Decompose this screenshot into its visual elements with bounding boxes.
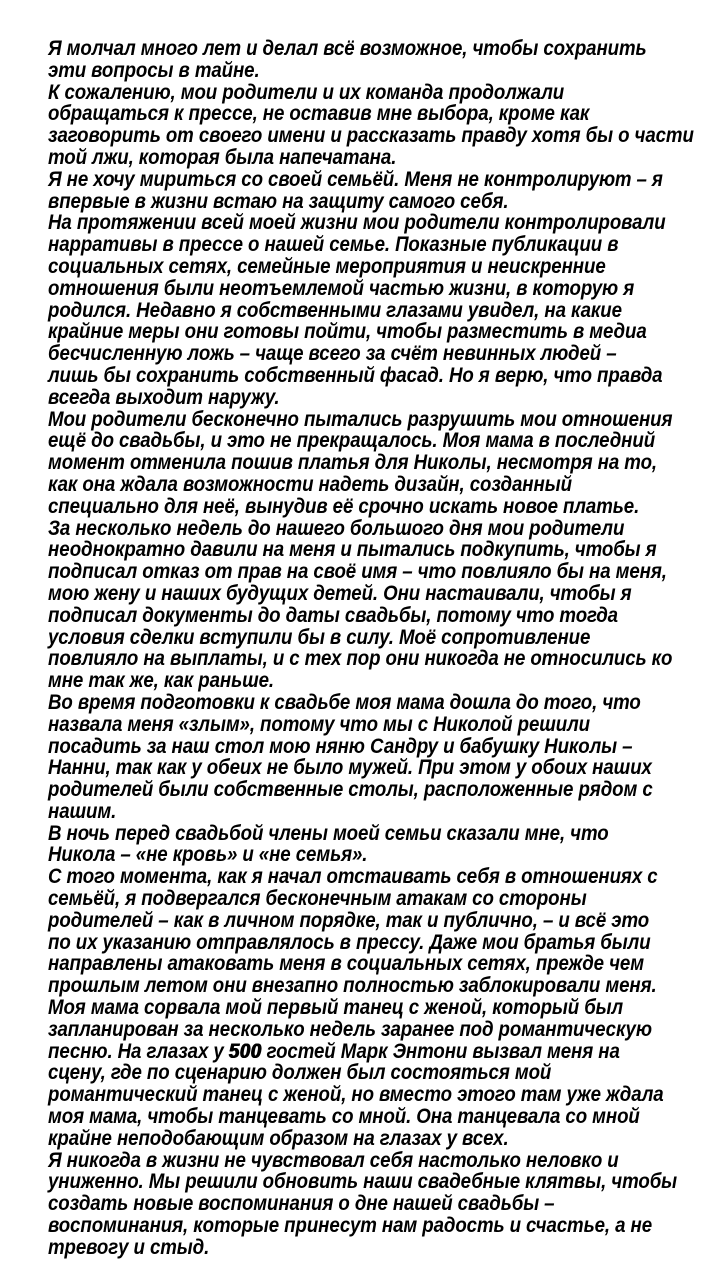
text-line: униженно. Мы решили обновить наши свадебные клятвы, чтобы: [48, 1170, 678, 1194]
text-line: романтический танец с женой, но вместо этого там уже ждала: [48, 1083, 664, 1107]
text-line: К сожалению, мои родители и их команда продолжали: [48, 80, 565, 104]
text-line: мою жену и наших будущих детей. Они настаивали, чтобы я: [48, 581, 632, 605]
text-line: Мои родители бесконечно пытались разрушить мои отношения: [48, 407, 673, 431]
text-line: эти вопросы в тайне.: [48, 58, 260, 82]
text-line: родился. Недавно я собственными глазами увидел, на какие: [48, 298, 622, 322]
paragraph: [48, 38, 671, 82]
text-line: момент отменила пошив платья для Николы, несмотря на то,: [48, 451, 658, 475]
text-line: создать новые воспоминания о дне нашей свадьбы –: [48, 1192, 555, 1216]
paragraph: [48, 692, 671, 823]
text-line: нарративы в прессе о нашей семье. Показные публикации в: [48, 233, 619, 257]
text-line: по их указанию отправлялось в прессу. Даже мои братья были: [48, 930, 651, 954]
text-line: всегда выходит наружу.: [48, 385, 280, 409]
text-line: заговорить от своего имени и рассказать правду хотя бы о части: [48, 124, 694, 148]
text-line: семьёй, я подвергался бесконечным атакам со стороны: [48, 887, 587, 911]
text-line: воспоминания, которые принесут нам радость и счастье, а не: [48, 1214, 653, 1238]
text-line: крайние меры они готовы пойти, чтобы разместить в медиа: [48, 320, 647, 344]
text-line: прошлым летом они внезапно полностью заблокировали меня.: [48, 974, 657, 998]
text-line: Я не хочу мириться со своей семьёй. Меня не контролируют – я: [48, 167, 663, 191]
text-line: той лжи, которая была напечатана.: [48, 145, 397, 169]
emphasized-number: 500: [228, 1039, 262, 1063]
text-line: тревогу и стыд.: [48, 1235, 210, 1259]
paragraph: [48, 823, 671, 867]
text-line: направлены атаковать меня в социальных сетях, прежде чем: [48, 952, 644, 976]
text-line: За несколько недель до нашего большого дня мои родители: [48, 516, 625, 540]
text-line: Никола – «не кровь» и «не семья».: [48, 843, 368, 867]
text-line: впервые в жизни встаю на защиту самого себя.: [48, 189, 509, 213]
text-line: неоднократно давили на меня и пытались подкупить, чтобы я: [48, 538, 657, 562]
text-line: Моя мама сорвала мой первый танец с женой, который был: [48, 996, 624, 1020]
text-line: запланирован за несколько недель заранее под романтическую: [48, 1017, 652, 1041]
paragraph: [48, 80, 694, 169]
text-line: На протяжении всей моей жизни мои родители контролировали: [48, 211, 666, 235]
text-line: посадить за наш стол мою няню Сандру и бабушку Николы –: [48, 734, 633, 758]
text-line: обращаться к прессе, не оставив мне выбора, кроме как: [48, 102, 590, 126]
text-line: как она ждала возможности надеть дизайн, созданный: [48, 472, 572, 496]
text-line: специально для неё, вынудив её срочно искать новое платье.: [48, 494, 640, 518]
text-line: социальных сетях, семейные мероприятия и неискренние: [48, 254, 606, 278]
text-line: моя мама, чтобы танцевать со мной. Она танцевала со мной: [48, 1105, 640, 1129]
text-line: мне так же, как раньше.: [48, 669, 275, 693]
text-line: лишь бы сохранить собственный фасад. Но я верю, что правда: [48, 363, 663, 387]
paragraph: [48, 169, 671, 213]
text-line: Нанни, так как у обеих не было мужей. При этом у обоих наших: [48, 756, 652, 780]
text-line: крайне неподобающим образом на глазах у всех.: [48, 1126, 509, 1150]
text-line: песню. На глазах у 500 гостей Марк Энтони вызвал меня на: [48, 1039, 620, 1063]
text-line: сцену, где по сценарию должен был состояться мой: [48, 1061, 552, 1085]
text-line: условия сделки вступили бы в силу. Моё сопротивление: [48, 625, 591, 649]
text-line: подписал документы до даты свадьбы, потому что тогда: [48, 603, 618, 627]
paragraph: [48, 997, 671, 1150]
statement-text-body: [48, 37, 694, 1259]
text-line: Я никогда в жизни не чувствовал себя настолько неловко и: [48, 1148, 619, 1172]
text-line: родителей – как в личном порядке, так и публично, – и всё это: [48, 908, 650, 932]
paragraph: [48, 212, 671, 408]
text-line: родителей были собственные столы, расположенные рядом с: [48, 778, 653, 802]
text-line: подписал отказ от прав на своё имя – что повлияло бы на меня,: [48, 560, 667, 584]
text-line: назвала меня «злым», потому что мы с Николой решили: [48, 712, 590, 736]
text-line: Я молчал много лет и делал всё возможное, чтобы сохранить: [48, 37, 647, 60]
text-line: бесчисленную ложь – чаще всего за счёт невинных людей –: [48, 342, 617, 366]
text-line: ещё до свадьбы, и это не прекращалось. Моя мама в последний: [48, 429, 656, 453]
text-line: В ночь перед свадьбой члены моей семьи сказали мне, что: [48, 821, 609, 845]
text-line: повлияло на выплаты, и с тех пор они никогда не относились ко: [48, 647, 673, 671]
text-line: С того момента, как я начал отстаивать себя в отношениях с: [48, 865, 658, 889]
paragraph: [48, 1148, 678, 1259]
paragraph: [48, 866, 671, 997]
text-line: Во время подготовки к свадьбе моя мама дошла до того, что: [48, 690, 641, 714]
text-line: нашим.: [48, 799, 117, 823]
paragraph: [48, 409, 671, 692]
text-line: отношения были неотъемлемой частью жизни, в которую я: [48, 276, 635, 300]
